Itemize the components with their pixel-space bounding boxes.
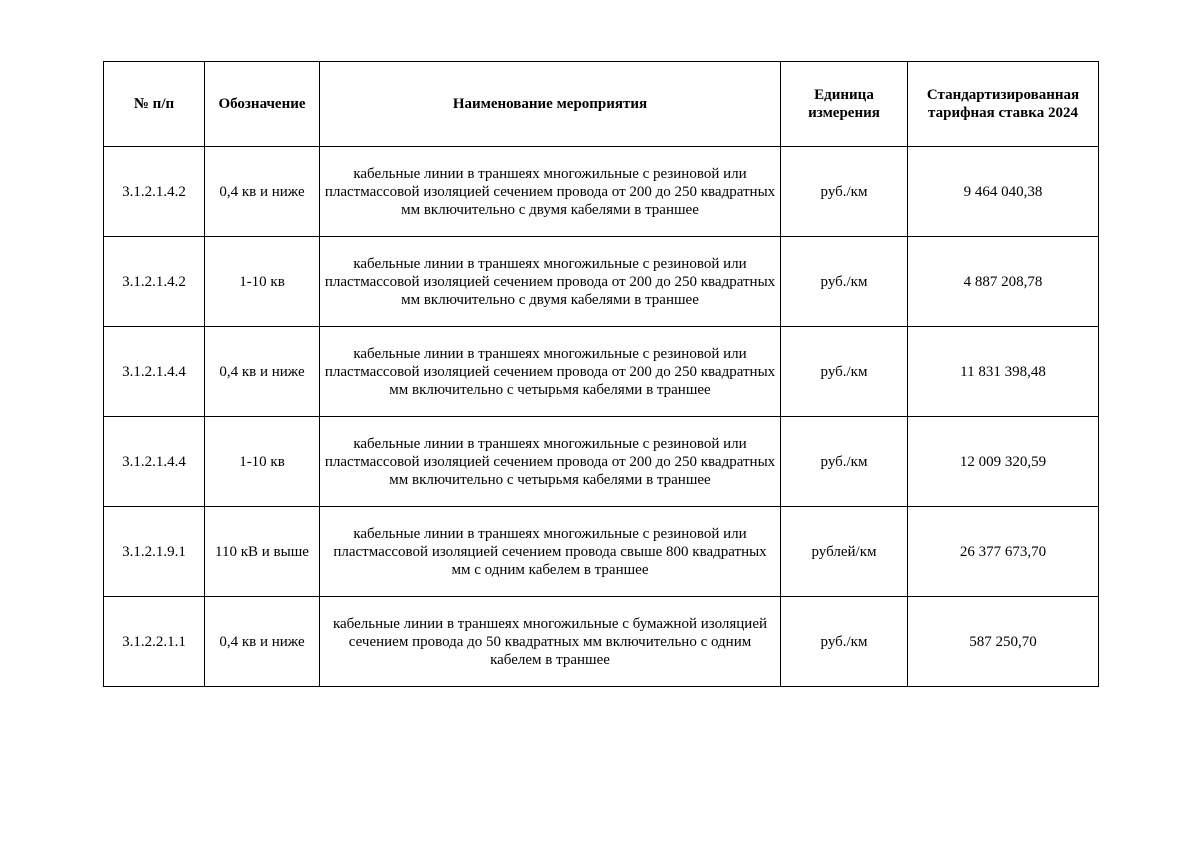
cell-number: 3.1.2.1.4.4: [104, 327, 205, 417]
cell-number: 3.1.2.1.4.2: [104, 147, 205, 237]
cell-designation: 1-10 кв: [205, 237, 320, 327]
table-row: [104, 147, 1099, 237]
cell-number: 3.1.2.1.4.2: [104, 237, 205, 327]
table-header-row: [104, 62, 1099, 147]
header-designation: Обозначение: [205, 62, 320, 147]
table-row: [104, 597, 1099, 687]
cell-tariff-rate: 4 887 208,78: [908, 237, 1099, 327]
cell-unit: руб./км: [781, 417, 908, 507]
cell-number: 3.1.2.1.4.4: [104, 417, 205, 507]
cell-unit: руб./км: [781, 237, 908, 327]
cell-activity-name: кабельные линии в траншеях многожильные с резиновой или пластмассовой изоляцией сечением провода от 200 до 250 квадратных мм включительно с четырьмя кабелями в траншее: [320, 417, 781, 507]
cell-designation: 1-10 кв: [205, 417, 320, 507]
cell-tariff-rate: 587 250,70: [908, 597, 1099, 687]
cell-unit: руб./км: [781, 327, 908, 417]
cell-activity-name: кабельные линии в траншеях многожильные с резиновой или пластмассовой изоляцией сечением провода свыше 800 квадратных мм с одним кабелем в траншее: [320, 507, 781, 597]
cell-tariff-rate: 26 377 673,70: [908, 507, 1099, 597]
header-activity-name: Наименование мероприятия: [320, 62, 781, 147]
table-row: [104, 507, 1099, 597]
cell-designation: 0,4 кв и ниже: [205, 147, 320, 237]
header-number: № п/п: [104, 62, 205, 147]
table-row: [104, 237, 1099, 327]
cell-activity-name: кабельные линии в траншеях многожильные с резиновой или пластмассовой изоляцией сечением провода от 200 до 250 квадратных мм включительно с двумя кабелями в траншее: [320, 147, 781, 237]
cell-designation: 0,4 кв и ниже: [205, 327, 320, 417]
header-unit: Единица измерения: [781, 62, 908, 147]
cell-unit: руб./км: [781, 147, 908, 237]
cell-number: 3.1.2.2.1.1: [104, 597, 205, 687]
cell-unit: рублей/км: [781, 507, 908, 597]
cell-designation: 110 кВ и выше: [205, 507, 320, 597]
cell-designation: 0,4 кв и ниже: [205, 597, 320, 687]
cell-unit: руб./км: [781, 597, 908, 687]
header-tariff-rate: Стандартизированная тарифная ставка 2024: [908, 62, 1099, 147]
cell-number: 3.1.2.1.9.1: [104, 507, 205, 597]
cell-activity-name: кабельные линии в траншеях многожильные с бумажной изоляцией сечением провода до 50 квадратных мм включительно с одним кабелем в траншее: [320, 597, 781, 687]
table-row: [104, 417, 1099, 507]
cell-activity-name: кабельные линии в траншеях многожильные с резиновой или пластмассовой изоляцией сечением провода от 200 до 250 квадратных мм включительно с четырьмя кабелями в траншее: [320, 327, 781, 417]
cell-tariff-rate: 9 464 040,38: [908, 147, 1099, 237]
table-row: [104, 327, 1099, 417]
cell-tariff-rate: 11 831 398,48: [908, 327, 1099, 417]
cell-activity-name: кабельные линии в траншеях многожильные с резиновой или пластмассовой изоляцией сечением провода от 200 до 250 квадратных мм включительно с двумя кабелями в траншее: [320, 237, 781, 327]
tariff-table: [103, 61, 1099, 687]
cell-tariff-rate: 12 009 320,59: [908, 417, 1099, 507]
